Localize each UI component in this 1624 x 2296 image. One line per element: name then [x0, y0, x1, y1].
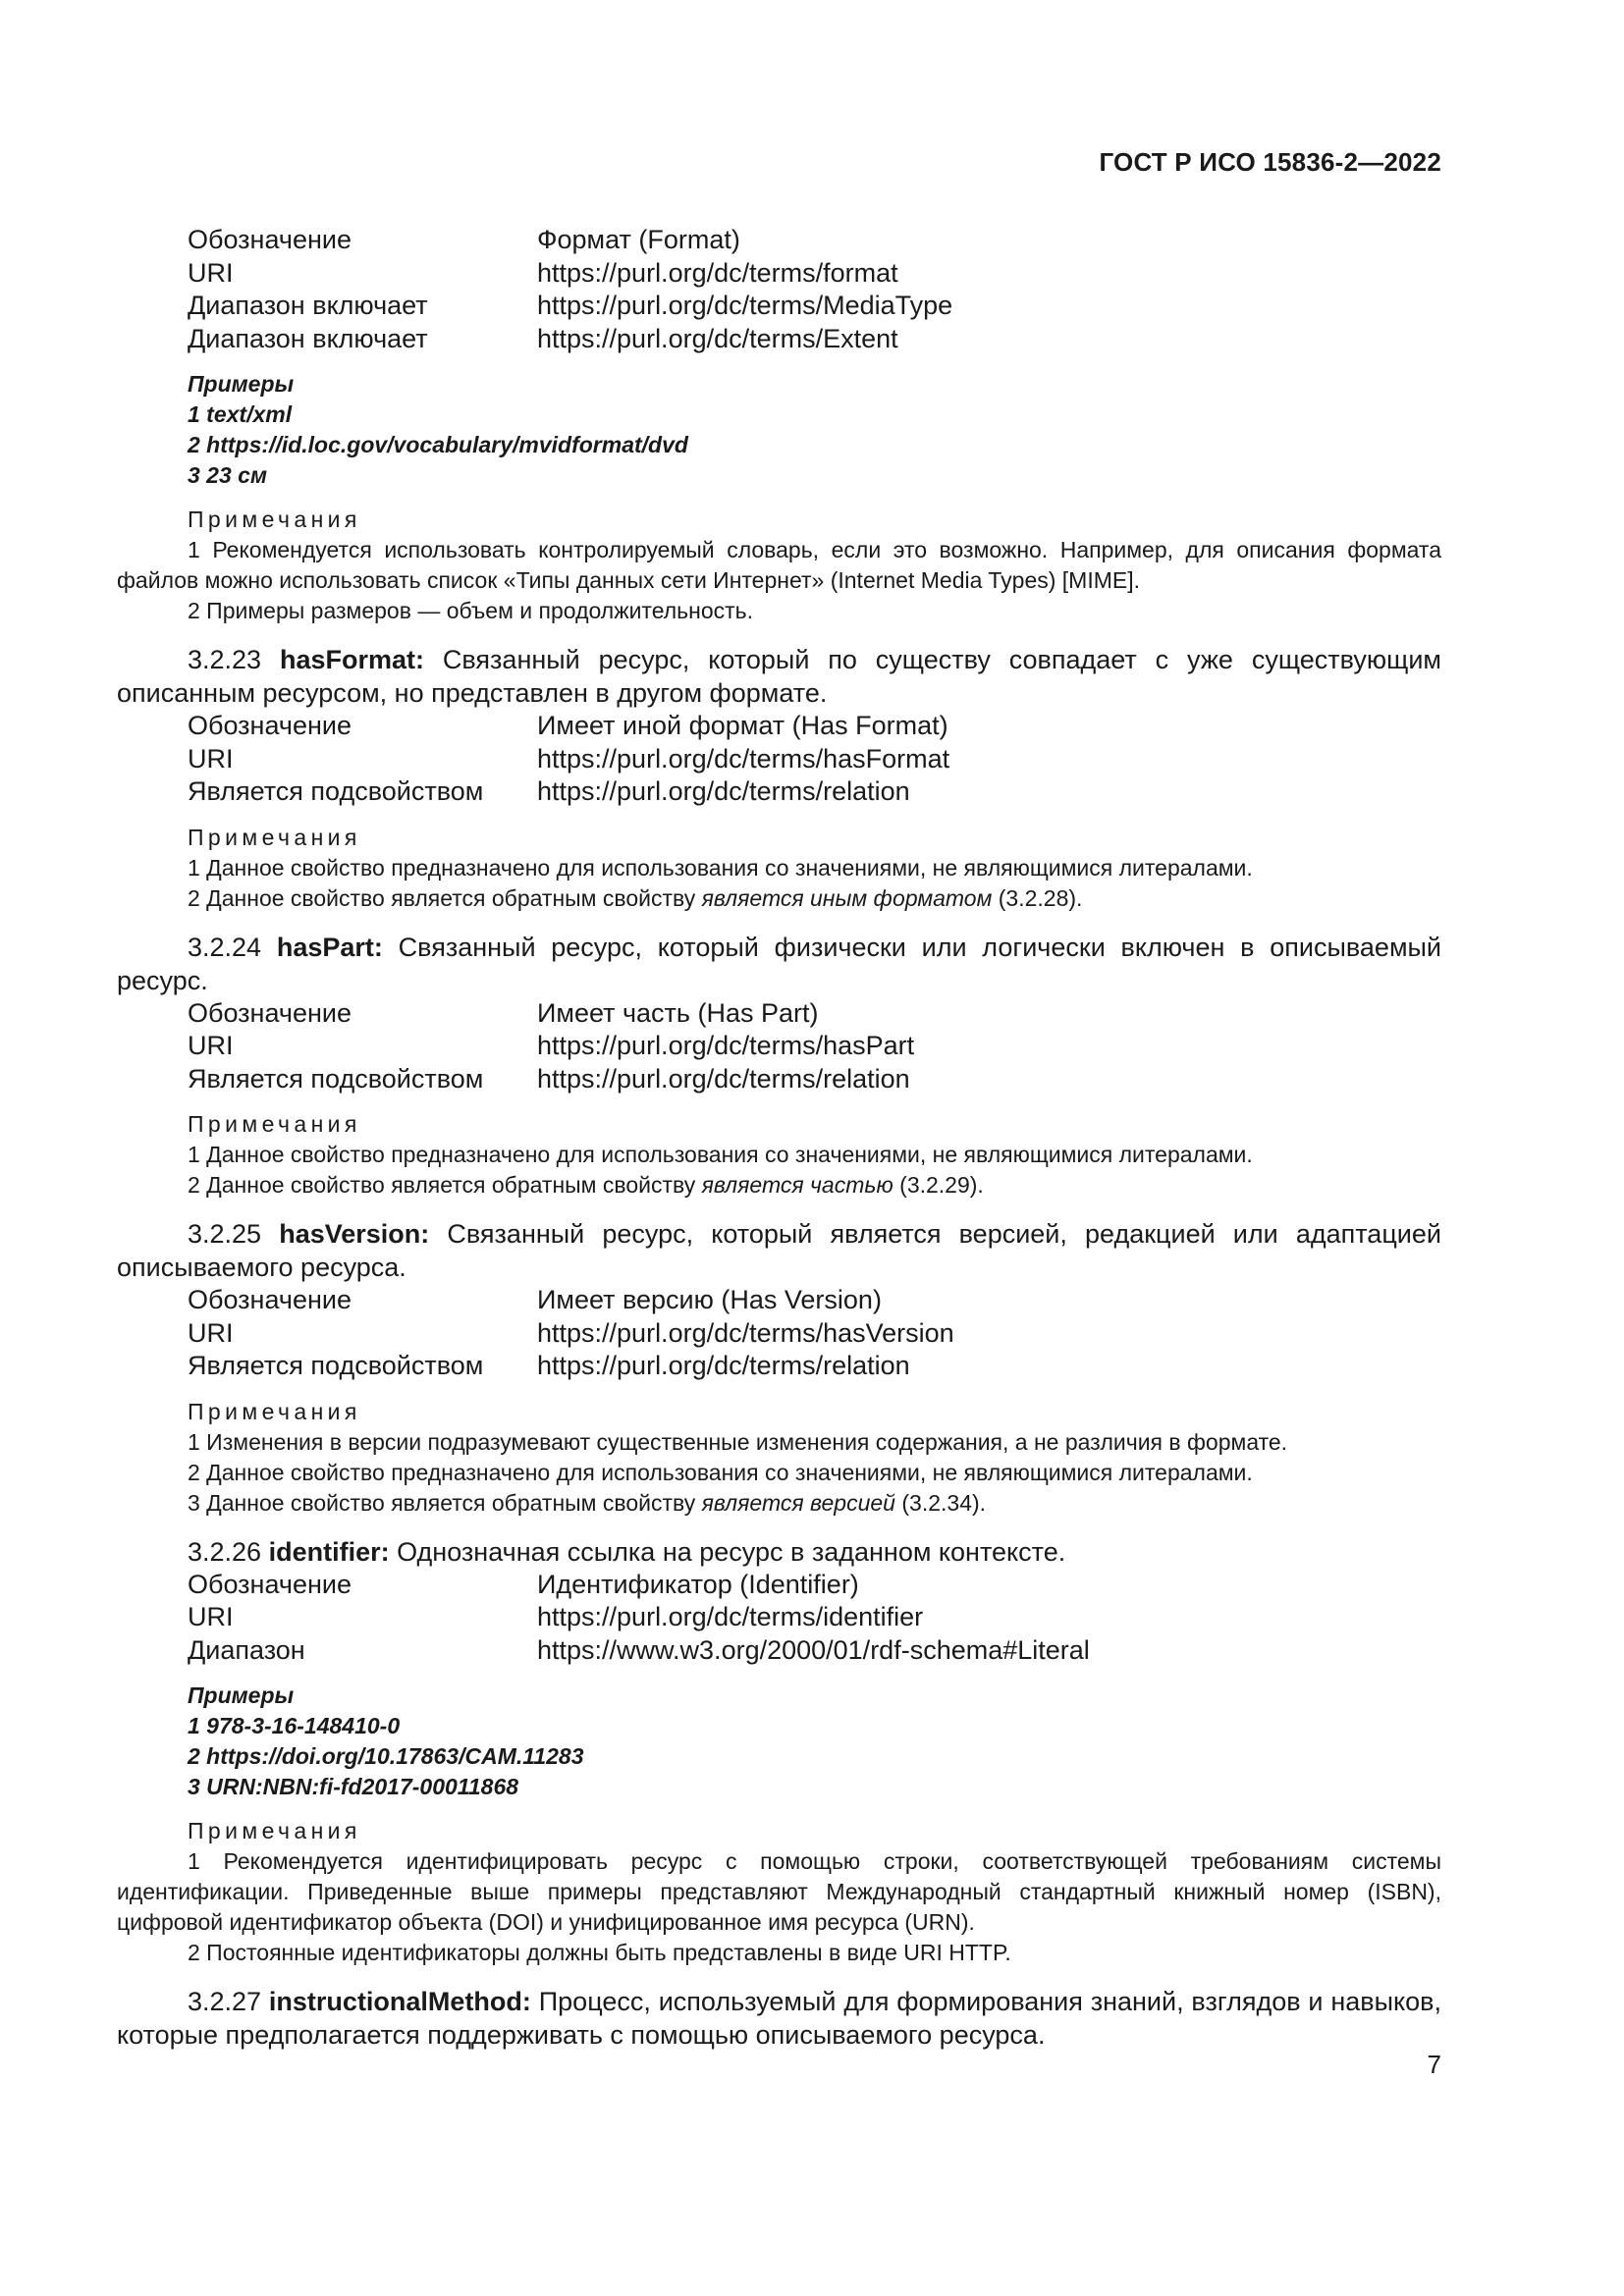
- term-definition: Связанный ресурс, который физически или логически включен в описываемый ресурс.: [117, 932, 1441, 995]
- property-value: Имеет версию (Has Version): [537, 1285, 882, 1314]
- property-table-hasversion: [117, 1284, 1441, 1383]
- example-item: 3 URN:NBN:fi-fd2017-00011868: [188, 1774, 519, 1799]
- property-label: Обозначение: [188, 711, 352, 740]
- note-item: 2 Данное свойство предназначено для использования со значениями, не являющимися литералами.: [188, 1459, 1253, 1485]
- property-value: https://purl.org/dc/terms/hasFormat: [537, 743, 950, 774]
- note-item: 1 Изменения в версии подразумевают существенные изменения содержания, а не различия в формате.: [188, 1428, 1288, 1455]
- examples-heading: Примеры: [188, 1682, 295, 1708]
- property-value: https://purl.org/dc/terms/relation: [537, 1063, 910, 1094]
- cross-reference: является частью: [701, 1172, 893, 1198]
- section-3-2-23: [117, 643, 1441, 710]
- property-value: https://purl.org/dc/terms/relation: [537, 776, 910, 806]
- term-name: hasVersion:: [279, 1219, 430, 1249]
- property-label: Диапазон включает: [188, 291, 428, 320]
- property-label: Диапазон включает: [188, 323, 428, 353]
- cross-reference: является версией: [701, 1489, 895, 1516]
- property-value: https://purl.org/dc/terms/hasPart: [537, 1031, 915, 1060]
- property-label: Обозначение: [188, 225, 352, 254]
- property-label: Обозначение: [188, 997, 352, 1028]
- property-value: Имеет часть (Has Part): [537, 997, 819, 1028]
- property-value: https://www.w3.org/2000/01/rdf-schema#Literal: [537, 1634, 1090, 1665]
- example-item: 2 https://doi.org/10.17863/CAM.11283: [188, 1743, 584, 1769]
- example-item: 2 https://id.loc.gov/vocabulary/mvidformat/dvd: [188, 432, 688, 457]
- example-item: 1 text/xml: [188, 401, 293, 427]
- property-label: Обозначение: [188, 1285, 352, 1314]
- property-value: https://purl.org/dc/terms/MediaType: [537, 291, 953, 320]
- cross-reference: является иным форматом: [701, 884, 993, 911]
- page-content: [117, 224, 1441, 2052]
- section-number: 3.2.26: [188, 1536, 262, 1567]
- example-item: 1 978-3-16-148410-0: [188, 1713, 401, 1738]
- section-number: 3.2.25: [188, 1219, 262, 1249]
- property-value: Формат (Format): [537, 225, 740, 254]
- property-value: https://purl.org/dc/terms/Extent: [537, 323, 898, 353]
- property-value: https://purl.org/dc/terms/hasVersion: [537, 1317, 954, 1348]
- note-item: 1 Данное свойство предназначено для использования со значениями, не являющимися литералами.: [188, 1142, 1253, 1167]
- property-label: Является подсвойством: [188, 1063, 484, 1094]
- property-label: URI: [188, 1031, 234, 1060]
- note-item: 2 Данное свойство является обратным свойству является иным форматом (3.2.28).: [188, 884, 1083, 911]
- property-table-format: [117, 224, 1441, 355]
- term-definition: Связанный ресурс, который является версией, редакцией или адаптацией описываемого ресурса.: [117, 1219, 1441, 1282]
- property-value: Идентификатор (Identifier): [537, 1569, 859, 1599]
- property-label: URI: [188, 1602, 234, 1631]
- term-definition: Связанный ресурс, который по существу совпадает с уже существующим описанным ресурсом, но представлен в другом формате.: [117, 645, 1441, 708]
- property-value: https://purl.org/dc/terms/relation: [537, 1351, 910, 1380]
- notes-heading: Примечания: [188, 1818, 361, 1843]
- property-value: https://purl.org/dc/terms/format: [537, 257, 898, 288]
- notes-heading: Примечания: [188, 1398, 361, 1424]
- term-name: identifier:: [268, 1536, 390, 1567]
- note-item: 2 Примеры размеров — объем и продолжительность.: [188, 598, 754, 623]
- property-label: URI: [188, 743, 234, 774]
- standard-code-header: ГОСТ Р ИСО 15836-2—2022: [1099, 147, 1441, 177]
- property-table-haspart: [117, 997, 1441, 1096]
- section-number: 3.2.23: [188, 645, 262, 674]
- example-item: 3 23 см: [188, 462, 267, 488]
- property-table-hasformat: [117, 710, 1441, 809]
- term-definition: Однозначная ссылка на ресурс в заданном контексте.: [397, 1536, 1066, 1567]
- section-3-2-26: [117, 1535, 1441, 1569]
- term-name: hasPart:: [276, 932, 383, 962]
- property-table-identifier: [117, 1569, 1441, 1668]
- property-value: https://purl.org/dc/terms/identifier: [537, 1602, 924, 1631]
- section-3-2-24: [117, 931, 1441, 997]
- note-item: 1 Рекомендуется использовать контролируемый словарь, если это возможно. Например, для описания формата файлов можно использовать список «Типы данных сети Интернет» (Internet Media Types) [MIME].: [117, 537, 1441, 593]
- notes-heading: Примечания: [188, 824, 361, 850]
- note-item: 1 Данное свойство предназначено для использования со значениями, не являющимися литералами.: [188, 854, 1253, 881]
- property-label: URI: [188, 257, 234, 288]
- property-label: URI: [188, 1317, 234, 1348]
- property-value: Имеет иной формат (Has Format): [537, 711, 948, 740]
- property-label: Обозначение: [188, 1569, 352, 1599]
- section-3-2-25: [117, 1217, 1441, 1284]
- term-definition: Процесс, используемый для формирования знаний, взглядов и навыков, которые предполагается поддерживать с помощью описываемого ресурса.: [117, 1987, 1441, 2050]
- property-label: Диапазон: [188, 1634, 305, 1665]
- section-number: 3.2.27: [188, 1987, 262, 2016]
- term-name: hasFormat:: [279, 645, 424, 674]
- notes-heading: Примечания: [188, 507, 361, 532]
- property-label: Является подсвойством: [188, 1351, 484, 1380]
- examples-heading: Примеры: [188, 371, 295, 397]
- note-item: 2 Данное свойство является обратным свойству является частью (3.2.29).: [188, 1172, 984, 1198]
- notes-heading: Примечания: [188, 1111, 361, 1137]
- note-item: 2 Постоянные идентификаторы должны быть представлены в виде URI HTTP.: [188, 1940, 1011, 1965]
- note-item: 1 Рекомендуется идентифицировать ресурс с помощью строки, соответствующей требованиям системы идентификации. Приведенные выше примеры представляют Международный стандартный книжный номер (ISBN), цифровой идентификатор объекта (DOI) и унифицированное имя ресурса (URN).: [117, 1848, 1441, 1935]
- section-number: 3.2.24: [188, 932, 262, 962]
- note-item: 3 Данное свойство является обратным свойству является версией (3.2.34).: [188, 1489, 987, 1516]
- section-3-2-27: [117, 1985, 1441, 2052]
- term-name: instructionalMethod:: [268, 1987, 531, 2016]
- property-label: Является подсвойством: [188, 776, 484, 806]
- page-number: 7: [1427, 2050, 1441, 2079]
